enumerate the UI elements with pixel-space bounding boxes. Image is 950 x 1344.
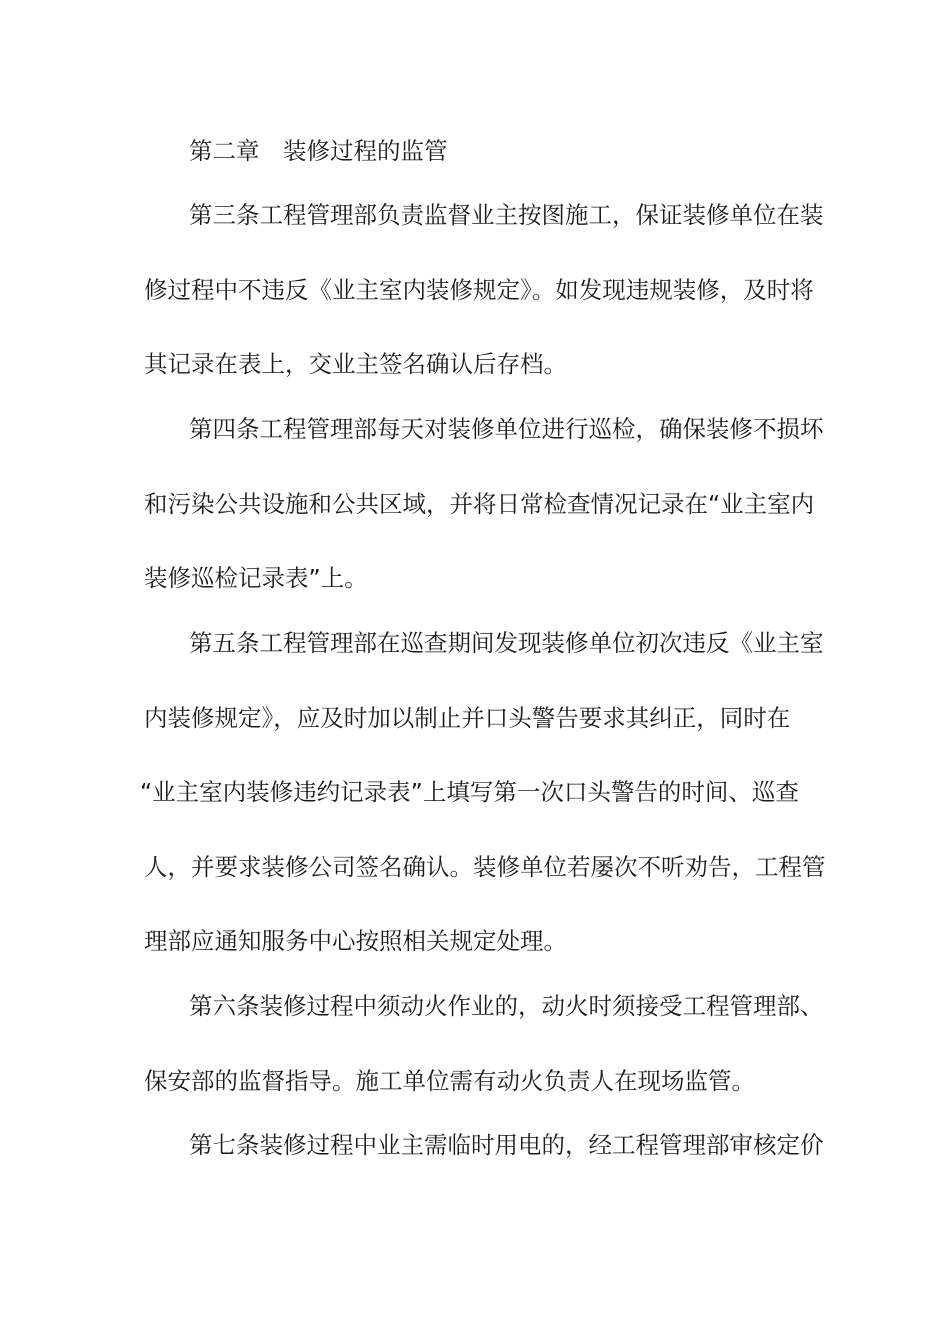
article-5-line-4: 人，并要求装修公司签名确认。装修单位若屡次不听劝告，工程管	[144, 853, 826, 881]
article-5-line-5: 理部应通知服务中心按照相关规定处理。	[144, 927, 567, 955]
article-3-line-1: 第三条工程管理部负责监督业主按图施工，保证装修单位在装	[189, 201, 824, 229]
article-6-line-1: 第六条装修过程中须动火作业的，动火时须接受工程管理部、	[189, 992, 824, 1020]
article-4-line-1: 第四条工程管理部每天对装修单位进行巡检，确保装修不损坏	[189, 415, 824, 443]
article-6-line-2: 保安部的监督指导。施工单位需有动火负责人在现场监管。	[144, 1067, 755, 1095]
article-7-line-1: 第七条装修过程中业主需临时用电的，经工程管理部审核定价	[189, 1131, 824, 1159]
article-5-line-1: 第五条工程管理部在巡查期间发现装修单位初次违反《业主室	[189, 629, 824, 657]
chapter-title: 第二章 装修过程的监管	[189, 137, 448, 165]
article-5-line-2: 内装修规定》，应及时加以制止并口头警告要求其纠正，同时在	[144, 704, 791, 732]
article-3-line-2: 修过程中不违反《业主室内装修规定》。如发现违规装修，及时将	[144, 276, 814, 304]
article-4-line-3: 装修巡检记录表”上。	[144, 564, 368, 592]
article-3-line-3: 其记录在表上，交业主签名确认后存档。	[144, 350, 567, 378]
article-5-line-3: “业主室内装修违约记录表”上填写第一次口头警告的时间、巡查	[140, 778, 799, 806]
article-4-line-2: 和污染公共设施和公共区域，并将日常检查情况记录在“业主室内	[144, 490, 815, 518]
